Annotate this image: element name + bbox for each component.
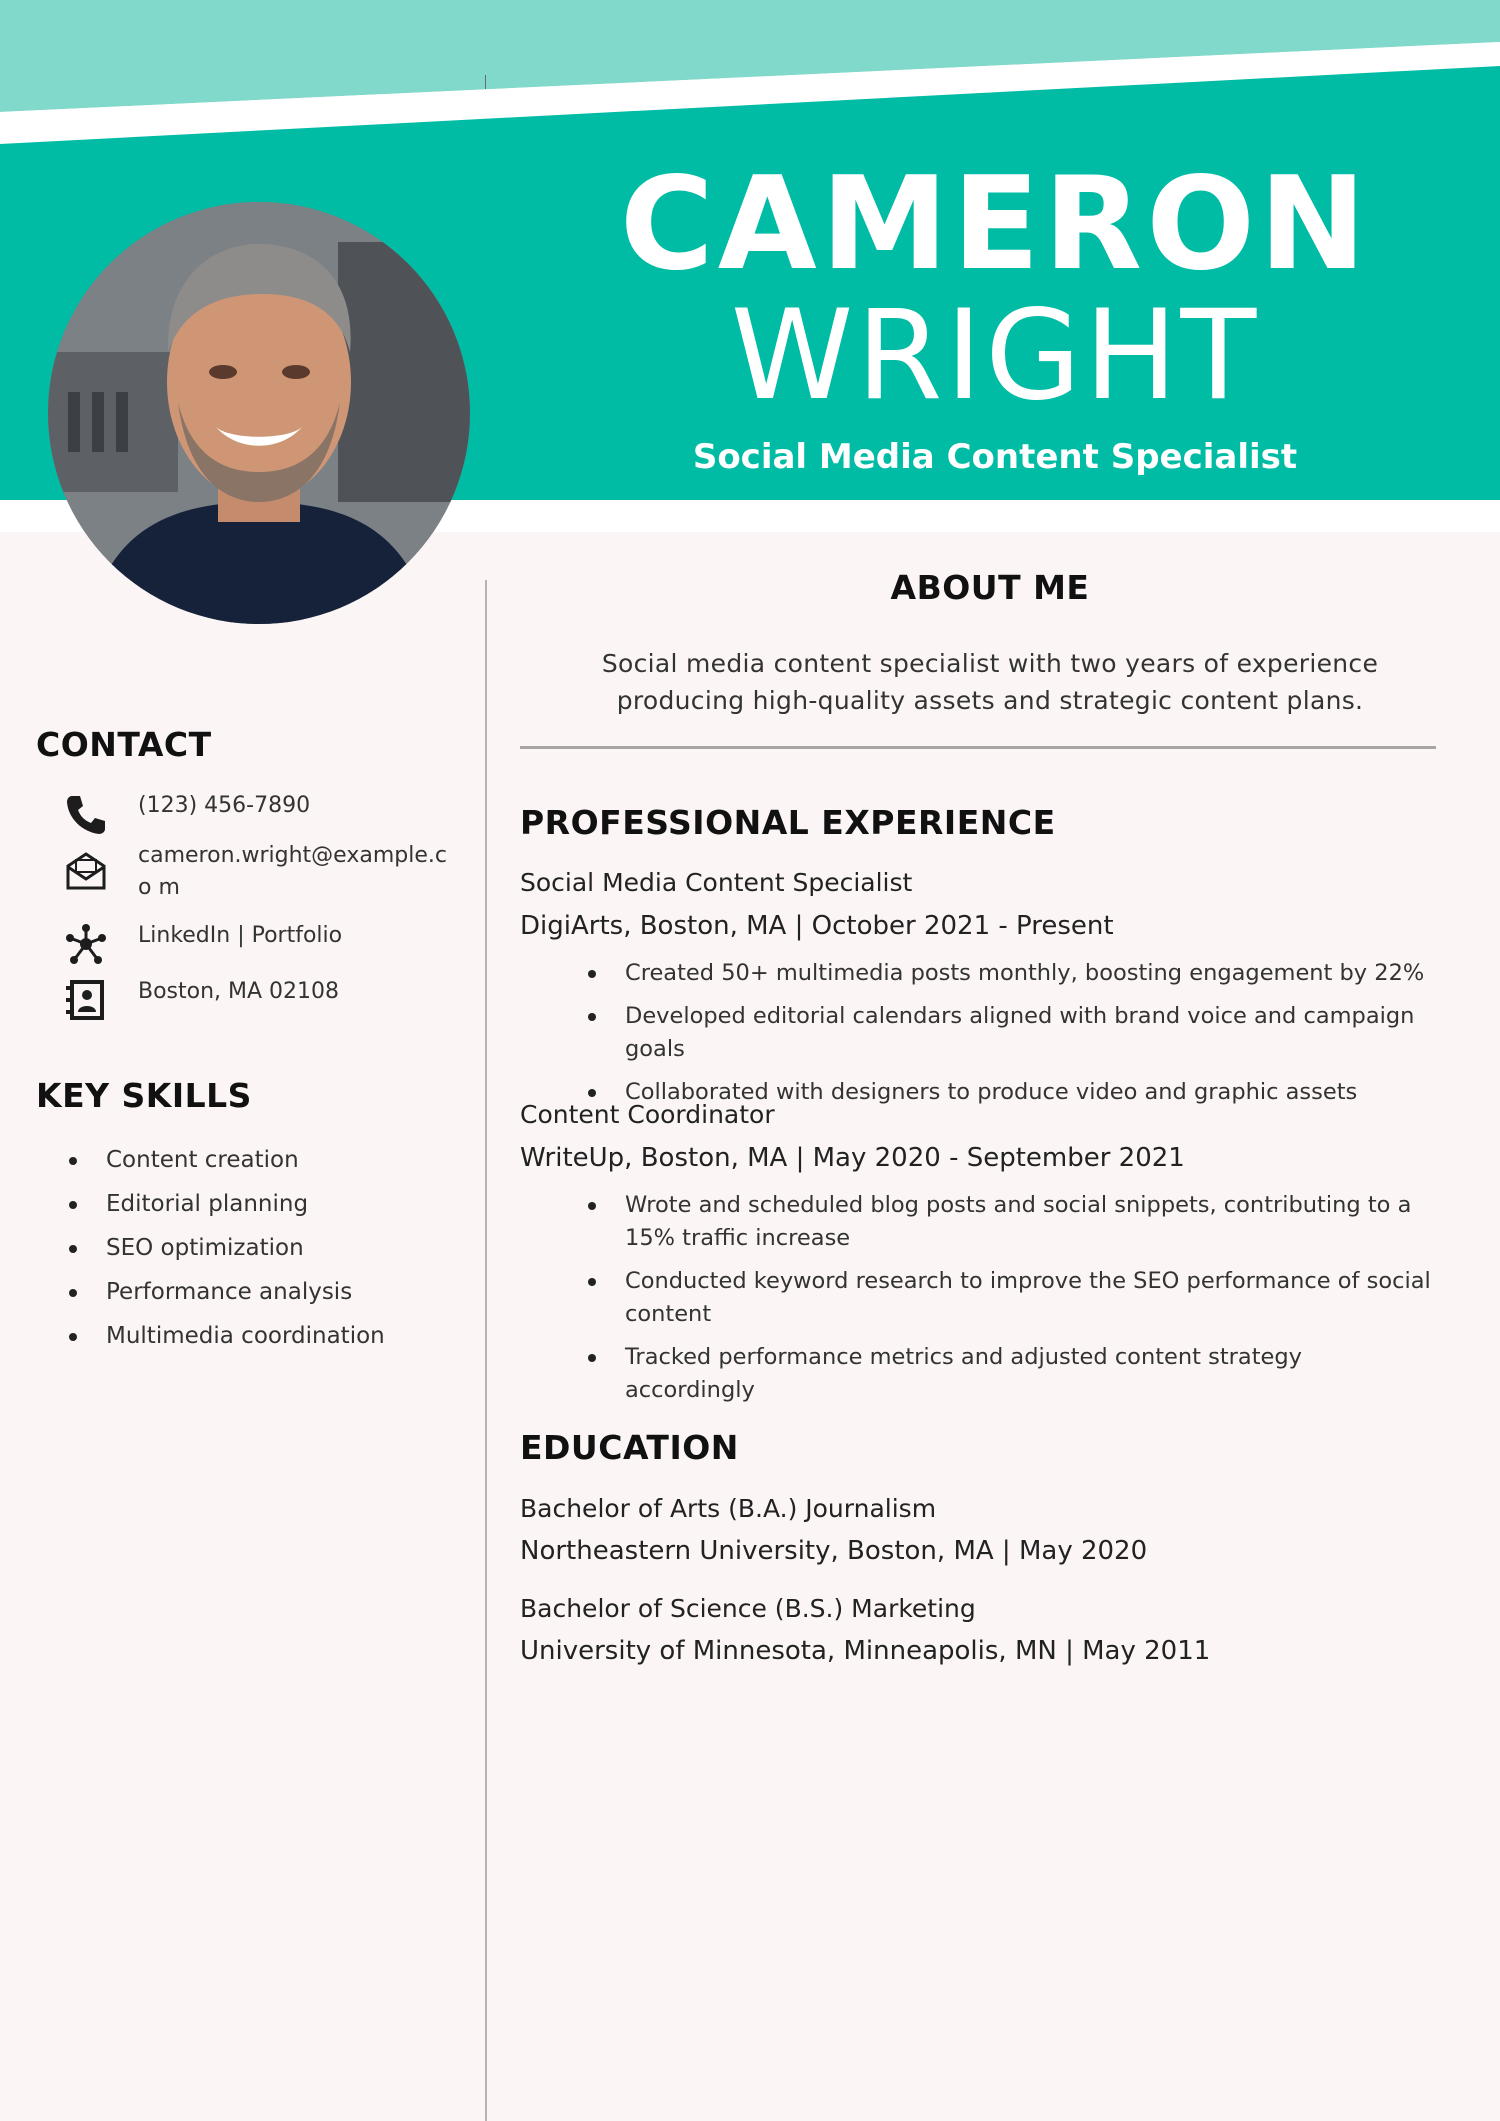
contact-links-text: LinkedIn | Portfolio [138, 923, 343, 948]
education-heading: EDUCATION [520, 1428, 739, 1467]
contact-email [64, 840, 464, 920]
contact-heading: CONTACT [36, 725, 212, 764]
header-divider-tick [485, 75, 486, 89]
contact-email-text: cameron.wright@example.co m [138, 843, 447, 900]
job-1-meta: DigiArts, Boston, MA | October 2021 - Present [520, 911, 1114, 941]
list-item: Created 50+ multimedia posts monthly, boosting engagement by 22% [584, 957, 1434, 990]
skills-list [64, 1138, 464, 1358]
network-icon [64, 922, 108, 966]
list-item: Collaborated with designers to produce video and graphic assets [584, 1076, 1434, 1109]
contact-address-text: Boston, MA 02108 [138, 979, 340, 1004]
education-2-degree: Bachelor of Science (B.S.) Marketing [520, 1594, 976, 1623]
contact-phone-text: (123) 456-7890 [138, 793, 311, 818]
list-item: Tracked performance metrics and adjusted content strategy accordingly [584, 1341, 1434, 1407]
section-divider [520, 746, 1436, 749]
phone-icon [64, 792, 108, 836]
job-1-bullets [584, 957, 1434, 1119]
list-item: Conducted keyword research to improve the SEO performance of social content [584, 1265, 1434, 1331]
contact-phone [64, 790, 464, 840]
first-name: CAMERON [619, 150, 1371, 299]
education-2-school: University of Minnesota, Minneapolis, MN | May 2011 [520, 1636, 1211, 1666]
column-divider [485, 580, 487, 2121]
email-icon [64, 848, 108, 892]
job-1-title: Social Media Content Specialist [520, 868, 913, 897]
education-1-school: Northeastern University, Boston, MA | May 2020 [520, 1536, 1148, 1566]
list-item: Editorial planning [64, 1182, 464, 1226]
contact-list [64, 790, 464, 1026]
job-2-bullets [584, 1189, 1434, 1417]
contact-address [64, 976, 464, 1026]
job-2-meta: WriteUp, Boston, MA | May 2020 - September 2021 [520, 1143, 1185, 1173]
job-title: Social Media Content Specialist [692, 437, 1298, 477]
last-name: WRIGHT [730, 284, 1260, 428]
education-1-degree: Bachelor of Arts (B.A.) Journalism [520, 1494, 937, 1523]
experience-heading: PROFESSIONAL EXPERIENCE [520, 803, 1056, 842]
about-text: Social media content specialist with two years of experience producing high-quality assets and strategic content plans. [601, 649, 1379, 715]
contact-links [64, 920, 464, 976]
list-item: Developed editorial calendars aligned with brand voice and campaign goals [584, 1000, 1434, 1066]
skills-heading: KEY SKILLS [36, 1076, 252, 1115]
list-item: Wrote and scheduled blog posts and social snippets, contributing to a 15% traffic increase [584, 1189, 1434, 1255]
job-2-title: Content Coordinator [520, 1100, 775, 1129]
list-item: Performance analysis [64, 1270, 464, 1314]
list-item: SEO optimization [64, 1226, 464, 1270]
list-item: Content creation [64, 1138, 464, 1182]
about-heading: ABOUT ME [890, 568, 1090, 607]
list-item: Multimedia coordination [64, 1314, 464, 1358]
profile-photo [48, 202, 470, 624]
address-book-icon [64, 978, 108, 1022]
